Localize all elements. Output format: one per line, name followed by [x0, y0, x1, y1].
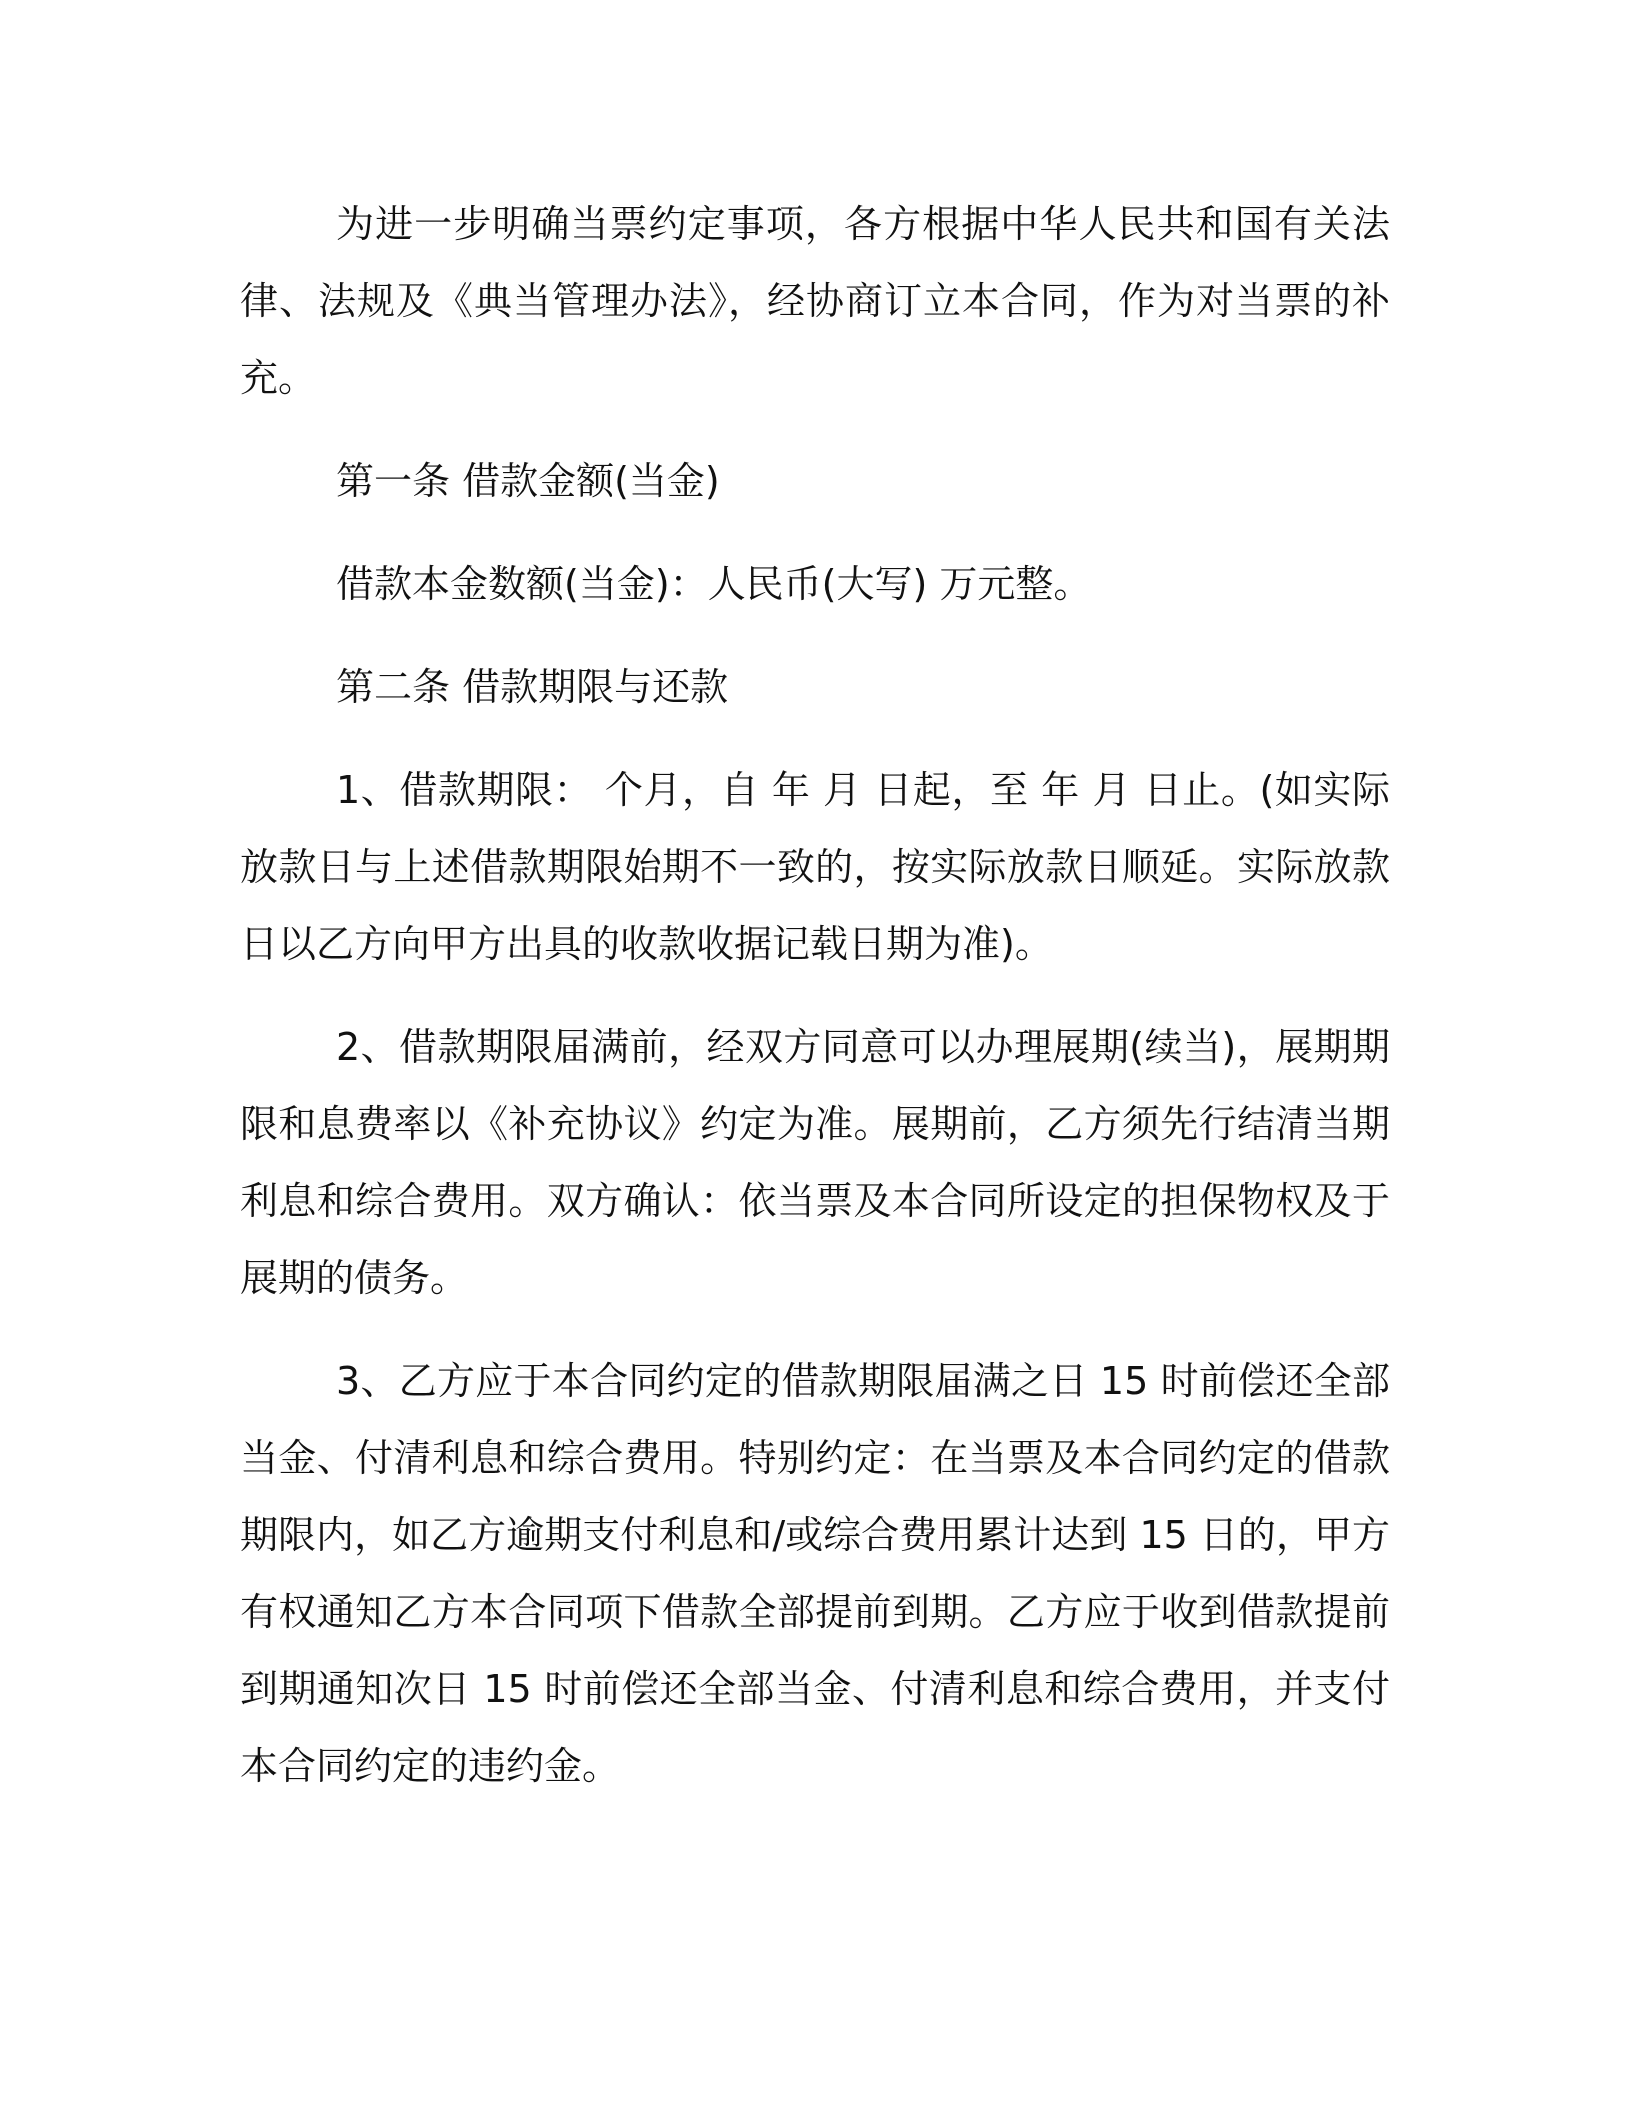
article-2-heading: 第二条 借款期限与还款 [336, 665, 729, 709]
clause-2-2-paragraph: 2、借款期限届满前，经双方同意可以办理展期(续当)，展期期限和息费率以《补充协议》约定为准。展期前，乙方须先行结清当期利息和综合费用。双方确认：依当票及本合同所设定的担保物权及于展期的债务。 [240, 1025, 1390, 1300]
article-1-heading: 第一条 借款金额(当金) [336, 459, 720, 503]
intro-paragraph: 为进一步明确当票约定事项，各方根据中华人民共和国有关法律、法规及《典当管理办法》，经协商订立本合同，作为对当票的补充。 [240, 202, 1390, 400]
loan-principal-paragraph: 借款本金数额(当金)：人民币(大写) 万元整。 [336, 562, 1092, 606]
clause-2-3-paragraph: 3、乙方应于本合同约定的借款期限届满之日 15 时前偿还全部当金、付清利息和综合费用。特别约定：在当票及本合同约定的借款期限内，如乙方逾期支付利息和/或综合费用累计达到 15 日的，甲方有权通知乙方本合同项下借款全部提前到期。乙方应于收到借款提前到期通知次日 15 时前偿还全部当金、付清利息和综合费用，并支付本合同约定的违约金。 [240, 1359, 1390, 1788]
clause-2-1-paragraph: 1、借款期限： 个月，自 年 月 日起，至 年 月 日止。(如实际放款日与上述借款期限始期不一致的，按实际放款日顺延。实际放款日以乙方向甲方出具的收款收据记载日期为准)。 [240, 768, 1390, 966]
document-body [240, 186, 1390, 1805]
